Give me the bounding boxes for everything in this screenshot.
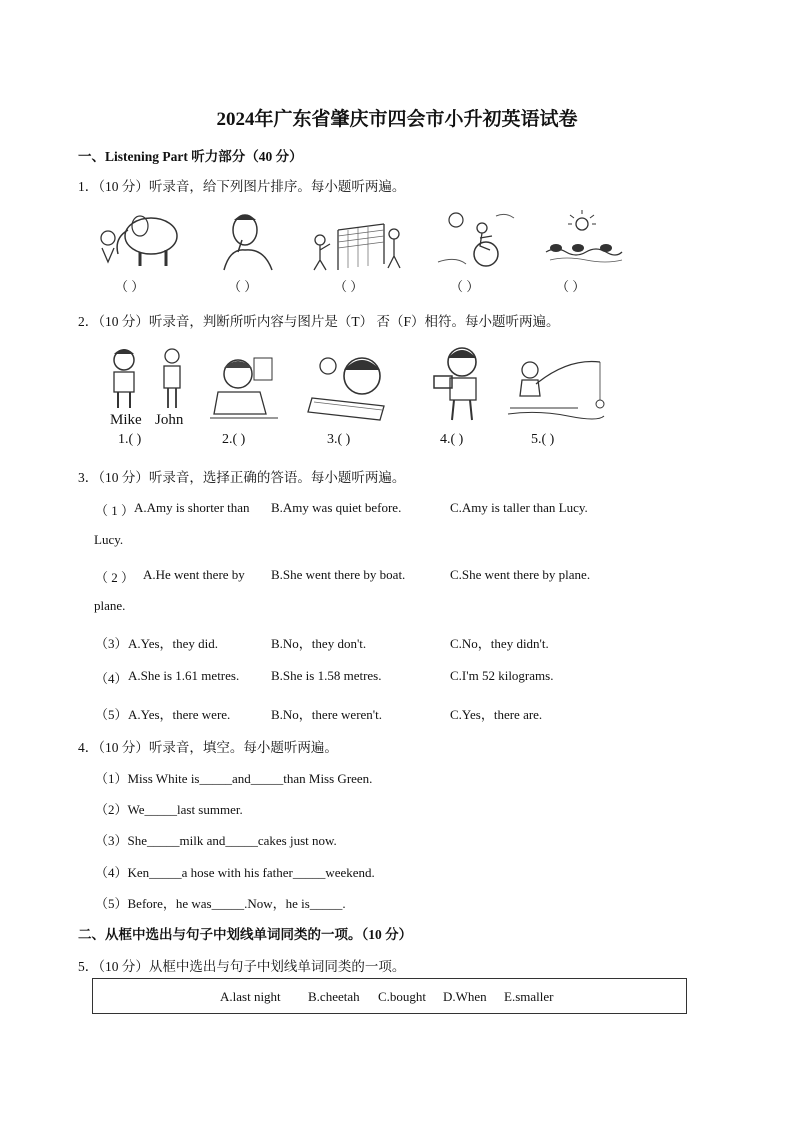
part2-heading: 二、从框中选出与句子中划线单词同类的一项。（10 分） — [78, 927, 413, 942]
elephant-monkey-picture — [96, 208, 186, 270]
q3-5-option-b[interactable]: B.No，there weren't. — [271, 707, 383, 722]
word-box — [92, 978, 687, 1014]
q3-2-option-c[interactable]: C.She went there by plane. — [450, 567, 591, 582]
boy-camera-picture — [428, 344, 494, 424]
q3-5-option-a[interactable]: A.Yes，there were. — [128, 707, 231, 722]
q4-item-3: （3）She_____milk and_____cakes just now. — [95, 833, 337, 848]
q3-4-option-a[interactable]: A.She is 1.61 metres. — [128, 668, 240, 683]
q3-3-option-a[interactable]: A.Yes，they did. — [128, 636, 219, 651]
page-title: 2024年广东省肇庆市四会市小升初英语试卷 — [216, 109, 578, 130]
part1-heading: 一、Listening Part 听力部分（40 分） — [78, 149, 303, 164]
q3-1-option-b[interactable]: B.Amy was quiet before. — [271, 500, 402, 515]
q2-blank-3[interactable]: 3.( ) — [327, 432, 351, 447]
q4-item-5: （5）Before，he was_____.Now，he is_____. — [95, 896, 346, 911]
word-option-e[interactable]: E.smaller — [504, 989, 554, 1004]
q1-blank-2[interactable]: （ ） — [228, 279, 258, 294]
name-mike: Mike — [110, 412, 142, 428]
q4-item-4: （4）Ken_____a hose with his father_____weekend. — [95, 865, 375, 880]
q3-1-option-c[interactable]: C.Amy is taller than Lucy. — [450, 500, 588, 515]
q2-blank-5[interactable]: 5.( ) — [531, 432, 555, 447]
q3-1-number: （ 1 ） — [95, 503, 135, 518]
q3-4-option-b[interactable]: B.She is 1.58 metres. — [271, 668, 382, 683]
name-john: John — [155, 412, 184, 428]
q3-2-option-b[interactable]: B.She went there by boat. — [271, 567, 406, 582]
q3-5-number: （5） — [95, 707, 128, 722]
q1-blank-1[interactable]: （ ） — [115, 279, 145, 294]
q2-blank-2[interactable]: 2.( ) — [222, 432, 246, 447]
boy-table-tennis-picture — [304, 350, 400, 422]
two-boys-picture — [104, 346, 194, 412]
word-option-b[interactable]: B.cheetah — [308, 989, 360, 1004]
q3-3-option-b[interactable]: B.No，they don't. — [271, 636, 367, 651]
q1-blank-4[interactable]: （ ） — [450, 279, 480, 294]
cyclist-picture — [436, 206, 516, 272]
word-option-c[interactable]: C.bought — [378, 989, 427, 1004]
q5-stem: 5．（10 分）从框中选出与句子中划线单词同类的一项。 — [78, 959, 406, 974]
girl-writing-picture — [208, 352, 280, 422]
q3-3-option-c[interactable]: C.No，they didn't. — [450, 636, 549, 651]
q3-1-option-a[interactable]: A.Amy is shorter than — [134, 500, 250, 515]
man-fishing-picture — [508, 356, 604, 420]
word-option-d[interactable]: D.When — [443, 989, 487, 1004]
q1-blank-3[interactable]: （ ） — [334, 279, 364, 294]
q1-blank-5[interactable]: （ ） — [556, 279, 586, 294]
word-option-a[interactable]: A.last night — [220, 989, 281, 1004]
q3-1-wrap: Lucy. — [94, 532, 124, 547]
q3-3-number: （3） — [95, 636, 128, 651]
q2-blank-1[interactable]: 1.( ) — [118, 432, 142, 447]
q3-4-option-c[interactable]: C.I'm 52 kilograms. — [450, 668, 554, 683]
q3-stem: 3．（10 分）听录音，选择正确的答语。每小题听两遍。 — [78, 470, 406, 485]
q3-2-wrap: plane. — [94, 598, 126, 613]
q3-2-number: （ 2 ） — [95, 570, 135, 585]
q1-stem: 1．（10 分）听录音，给下列图片排序。每小题听两遍。 — [78, 179, 406, 194]
badminton-players-picture — [308, 222, 400, 274]
q3-2-option-a[interactable]: A.He went there by — [143, 567, 245, 582]
q2-stem: 2．（10 分）听录音，判断所听内容与图片是（T） 否（F）相符。每小题听两遍。 — [78, 314, 560, 329]
swimmers-picture — [546, 214, 622, 270]
thinking-man-picture — [220, 210, 276, 272]
q4-stem: 4．（10 分）听录音，填空。每小题听两遍。 — [78, 740, 338, 755]
q4-item-1: （1）Miss White is_____and_____than Miss Green. — [95, 771, 373, 786]
q4-item-2: （2）We_____last summer. — [95, 802, 243, 817]
q3-4-number: （4） — [95, 671, 128, 686]
q3-5-option-c[interactable]: C.Yes，there are. — [450, 707, 543, 722]
q2-blank-4[interactable]: 4.( ) — [440, 432, 464, 447]
